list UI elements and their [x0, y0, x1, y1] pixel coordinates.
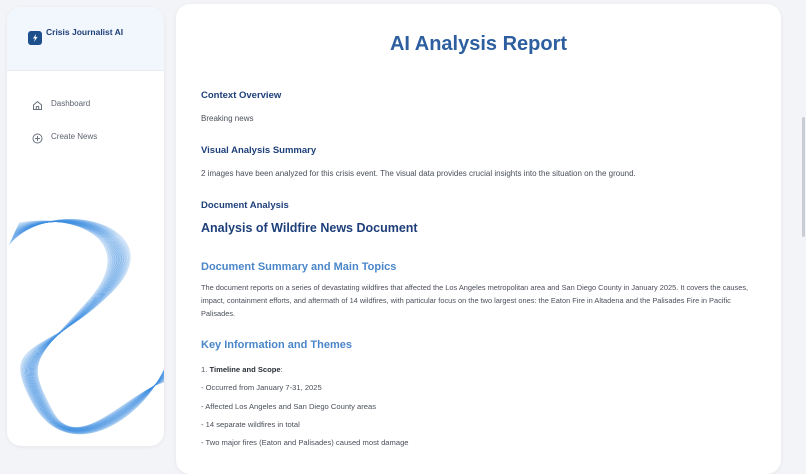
- key-info-heading: Key Information and Themes: [201, 339, 352, 351]
- summary-text: The document reports on a series of devastating wildfires that affected the Los Angeles metropolitan area and San Diego County in January 2025. It covers the causes, impact, containment efforts, and aftermath of 14 wildfires, with particular focus on the two largest ones: the Eaton Fire in Altadena and the Palisades Fire in Pacific Palisades.: [201, 283, 749, 318]
- plus-circle-icon: [32, 131, 43, 142]
- list-item: - Two major fires (Eaton and Palisades) caused most damage: [201, 438, 409, 447]
- context-heading: Context Overview: [201, 90, 282, 101]
- timeline-number: 1.: [201, 365, 208, 374]
- timeline-colon: :: [280, 365, 283, 374]
- nav-dashboard[interactable]: [32, 95, 90, 111]
- list-item: - 14 separate wildfires in total: [201, 420, 300, 429]
- timeline-label: Timeline and Scope: [209, 365, 281, 374]
- nav-dashboard-label: Dashboard: [51, 98, 91, 108]
- report-panel: [176, 4, 781, 474]
- list-item: - Occurred from January 7-31, 2025: [201, 383, 322, 392]
- context-text: Breaking news: [201, 114, 254, 123]
- scrollbar-thumb[interactable]: [802, 117, 805, 237]
- summary-heading: Document Summary and Main Topics: [201, 261, 397, 273]
- scrollbar-track[interactable]: [800, 0, 806, 457]
- visual-heading: Visual Analysis Summary: [201, 145, 317, 156]
- brand-header: [7, 7, 164, 71]
- brand-name: Crisis Journalist AI: [46, 27, 124, 37]
- home-icon: [32, 98, 43, 109]
- decorative-wave-graphic: [7, 197, 164, 446]
- report-title: AI Analysis Report: [389, 33, 568, 55]
- nav-create-news-label: Create News: [51, 131, 98, 141]
- visual-text: 2 images have been analyzed for this crisis event. The visual data provides crucial insights into the situation on the ground.: [201, 169, 636, 178]
- document-title: Analysis of Wildfire News Document: [201, 221, 418, 235]
- sidebar: [7, 7, 164, 446]
- list-item: - Affected Los Angeles and San Diego County areas: [201, 402, 377, 411]
- timeline-item: [201, 365, 283, 374]
- logo-icon: [28, 31, 42, 45]
- nav-create-news[interactable]: [32, 128, 97, 144]
- document-heading: Document Analysis: [201, 200, 289, 211]
